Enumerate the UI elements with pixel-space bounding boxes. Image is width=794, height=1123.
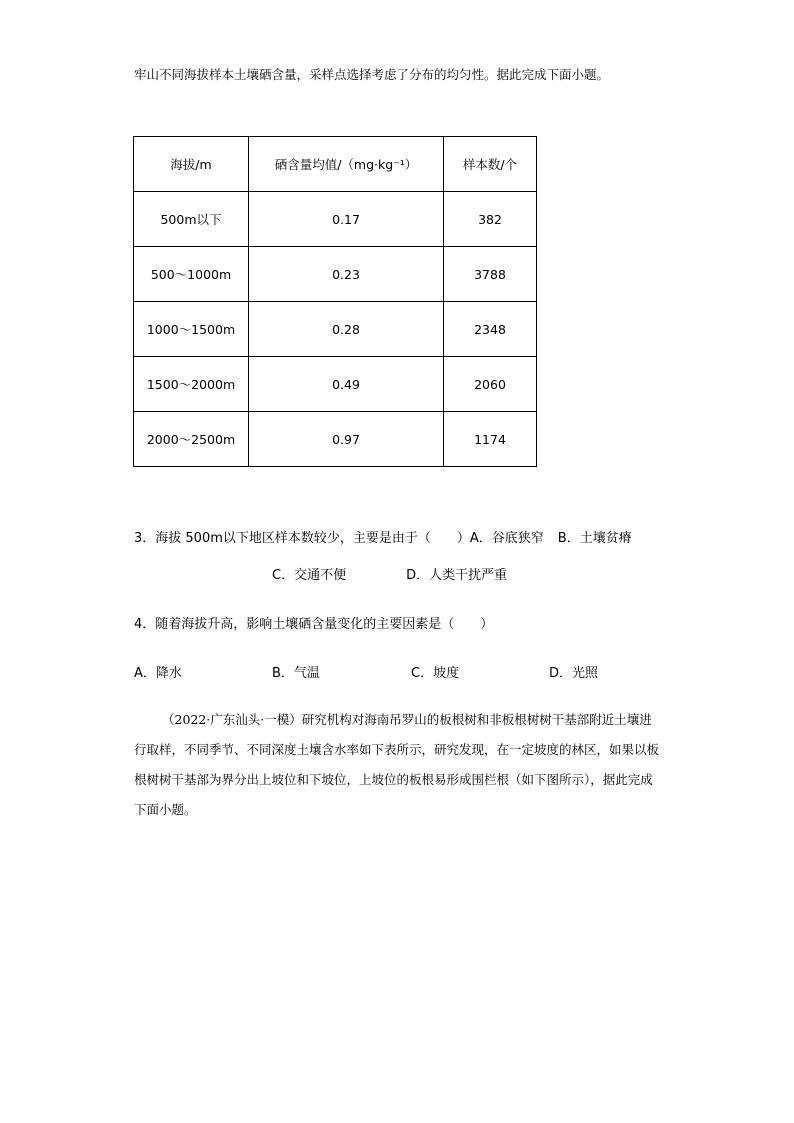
cell-samples: 1174 <box>444 412 537 467</box>
cell-altitude: 1500～2000m <box>134 357 249 412</box>
cell-selenium: 0.49 <box>249 357 444 412</box>
cell-samples: 2348 <box>444 302 537 357</box>
q3-option-a: A．谷底狭窄 <box>469 531 544 546</box>
cell-selenium: 0.97 <box>249 412 444 467</box>
table-row <box>134 302 537 357</box>
header-samples: 样本数/个 <box>444 137 537 192</box>
selenium-altitude-table <box>133 136 537 467</box>
q3-option-b: B．土壤贫瘠 <box>557 531 632 546</box>
q3-option-d: D．人类干扰严重 <box>406 568 508 583</box>
question-4-options <box>134 662 614 681</box>
q4-option-c: C．坡度 <box>411 666 460 681</box>
table-header-row <box>134 137 537 192</box>
table-row <box>134 412 537 467</box>
table-row <box>134 192 537 247</box>
table-row <box>134 357 537 412</box>
question-3-options-line2 <box>272 564 507 583</box>
question-3-stem: 3．海拔 500m以下地区样本数较少，主要是由于（ ） <box>134 531 470 546</box>
cell-altitude: 2000～2500m <box>134 412 249 467</box>
cell-altitude: 500m以下 <box>134 192 249 247</box>
table-row <box>134 247 537 302</box>
q4-option-a: A．降水 <box>134 666 182 681</box>
cell-altitude: 1000～1500m <box>134 302 249 357</box>
question-4-stem: 4．随着海拔升高，影响土壤硒含量变化的主要因素是（ ） <box>134 617 494 632</box>
q3-option-c: C．交通不便 <box>272 568 347 583</box>
cell-selenium: 0.23 <box>249 247 444 302</box>
cell-samples: 3788 <box>444 247 537 302</box>
intro-paragraph: 牢山不同海拔样本土壤硒含量，采样点选择考虑了分布的均匀性。据此完成下面小题。 <box>134 67 610 82</box>
cell-selenium: 0.28 <box>249 302 444 357</box>
q4-option-d: D．光照 <box>549 666 599 681</box>
question-3 <box>134 527 632 546</box>
context-paragraph: （2022·广东汕头·一模）研究机构对海南吊罗山的板根树和非板根树树干基部附近土壤进行取样，不同季节、不同深度土壤含水率如下表所示，研究发现，在一定坡度的林区，如果以板根树树干基部为界分出上坡位和下坡位，上坡位的板根易形成围栏根（如下图所示），据此完成下面小题。 <box>134 712 660 817</box>
q4-option-b: B．气温 <box>272 666 320 681</box>
cell-samples: 382 <box>444 192 537 247</box>
header-altitude: 海拔/m <box>134 137 249 192</box>
header-selenium: 硒含量均值/（mg·kg⁻¹） <box>249 137 444 192</box>
cell-samples: 2060 <box>444 357 537 412</box>
cell-altitude: 500～1000m <box>134 247 249 302</box>
cell-selenium: 0.17 <box>249 192 444 247</box>
